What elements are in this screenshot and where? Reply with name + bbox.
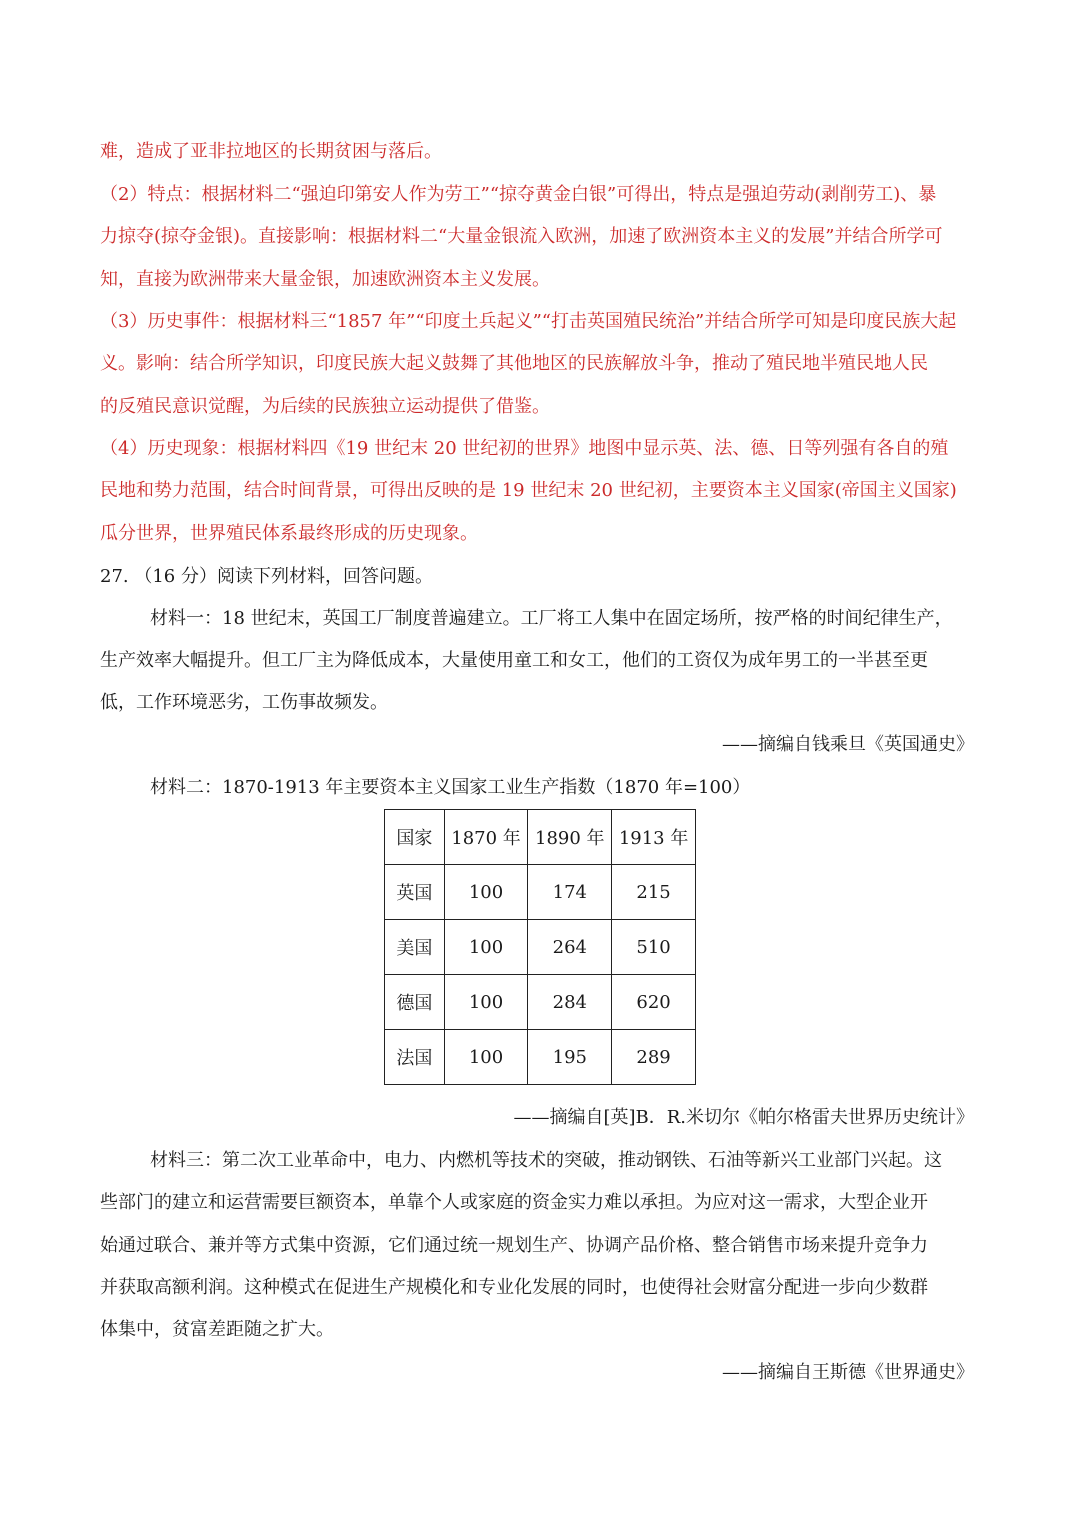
answer-line: 义。影响：结合所学知识，印度民族大起义鼓舞了其他地区的民族解放斗争，推动了殖民地半殖民地人民 — [100, 353, 928, 374]
answer-line: 瓜分世界，世界殖民体系最终形成的历史现象。 — [100, 523, 478, 544]
material3-line: 些部门的建立和运营需要巨额资本，单靠个人或家庭的资金实力难以承担。为应对这一需求，大型企业开 — [100, 1192, 928, 1213]
material3-line: 始通过联合、兼并等方式集中资源，它们通过统一规划生产、协调产品价格、整合销售市场来提升竞争力 — [100, 1235, 928, 1256]
table-header-row — [385, 810, 696, 865]
answer-line: （3）历史事件：根据材料三“1857 年”“印度土兵起义”“打击英国殖民统治”并结合所学可知是印度民族大起 — [100, 311, 957, 332]
table-cell: 100 — [444, 920, 528, 975]
material1-line: 材料一：18 世纪末，英国工厂制度普遍建立。工厂将工人集中在固定场所，按严格的时间纪律生产， — [150, 608, 953, 629]
table-cell: 620 — [612, 975, 696, 1030]
table-cell: 264 — [528, 920, 612, 975]
table-cell: 215 — [612, 865, 696, 920]
table-row — [385, 1030, 696, 1085]
table-cell-country: 英国 — [385, 865, 445, 920]
answer-line: 力掠夺(掠夺金银)。直接影响：根据材料二“大量金银流入欧洲，加速了欧洲资本主义的发展”并结合所学可 — [100, 226, 943, 247]
answer-line: 难，造成了亚非拉地区的长期贫困与落后。 — [100, 141, 442, 162]
answer-line: （4）历史现象：根据材料四《19 世纪末 20 世纪初的世界》地图中显示英、法、德、日等列强有各自的殖 — [100, 438, 949, 459]
table-cell-country: 德国 — [385, 975, 445, 1030]
material2-source: ——摘编自[英]B．R.米切尔《帕尔格雷夫世界历史统计》 — [513, 1107, 974, 1128]
material1-line: 低，工作环境恶劣，工伤事故频发。 — [100, 692, 388, 713]
answer-line: 民地和势力范围，结合时间背景，可得出反映的是 19 世纪末 20 世纪初，主要资本主义国家(帝国主义国家) — [100, 480, 957, 501]
table-header-cell: 1870 年 — [444, 810, 528, 865]
table-header-cell: 1913 年 — [612, 810, 696, 865]
table-cell-country: 美国 — [385, 920, 445, 975]
table-row — [385, 975, 696, 1030]
table-cell-country: 法国 — [385, 1030, 445, 1085]
material2-caption: 材料二：1870-1913 年主要资本主义国家工业生产指数（1870 年=100） — [150, 777, 751, 798]
table-cell: 174 — [528, 865, 612, 920]
table-header-cell: 国家 — [385, 810, 445, 865]
table-cell: 100 — [444, 865, 528, 920]
table-cell: 195 — [528, 1030, 612, 1085]
answer-line: 知，直接为欧洲带来大量金银，加速欧洲资本主义发展。 — [100, 269, 550, 290]
table-row — [385, 920, 696, 975]
production-index-table — [384, 809, 696, 1085]
answer-line: 的反殖民意识觉醒，为后续的民族独立运动提供了借鉴。 — [100, 396, 550, 417]
table-cell: 100 — [444, 1030, 528, 1085]
table-cell: 100 — [444, 975, 528, 1030]
material3-line: 材料三：第二次工业革命中，电力、内燃机等技术的突破，推动钢铁、石油等新兴工业部门兴起。这 — [150, 1150, 942, 1171]
question-title: 27. （16 分）阅读下列材料，回答问题。 — [100, 566, 433, 587]
answer-line: （2）特点：根据材料二“强迫印第安人作为劳工”“掠夺黄金白银”可得出，特点是强迫劳动(剥削劳工)、暴 — [100, 184, 937, 205]
material1-line: 生产效率大幅提升。但工厂主为降低成本，大量使用童工和女工，他们的工资仅为成年男工的一半甚至更 — [100, 650, 928, 671]
table-cell: 284 — [528, 975, 612, 1030]
table-cell: 510 — [612, 920, 696, 975]
table-header-cell: 1890 年 — [528, 810, 612, 865]
material3-line: 并获取高额利润。这种模式在促进生产规模化和专业化发展的同时，也使得社会财富分配进一步向少数群 — [100, 1277, 928, 1298]
material1-source: ——摘编自钱乘旦《英国通史》 — [722, 734, 974, 755]
material3-source: ——摘编自王斯德《世界通史》 — [722, 1362, 974, 1383]
table-row — [385, 865, 696, 920]
table-cell: 289 — [612, 1030, 696, 1085]
material3-line: 体集中，贫富差距随之扩大。 — [100, 1319, 334, 1340]
